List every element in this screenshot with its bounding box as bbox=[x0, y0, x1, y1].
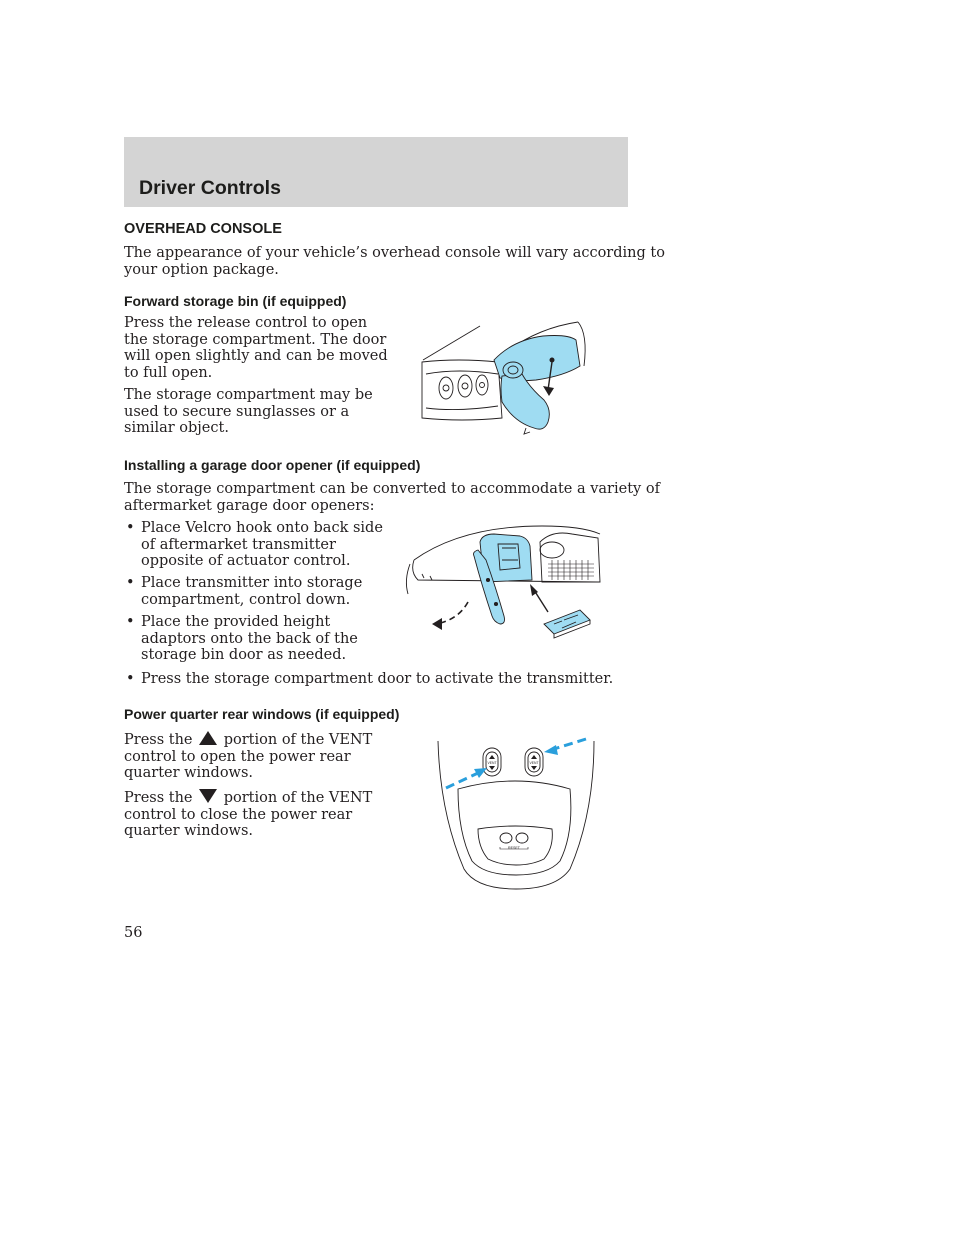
text-line: The storage compartment may be bbox=[124, 387, 373, 403]
text-line: Place the provided height bbox=[141, 614, 331, 630]
text-line: Place transmitter into storage bbox=[141, 575, 363, 591]
text-line: adaptors onto the back of the bbox=[141, 630, 358, 647]
bullet-item bbox=[124, 614, 358, 664]
subheading-forward-storage-bin: Forward storage bin (if equipped) bbox=[124, 293, 347, 309]
text-line: control to open the power rear bbox=[124, 748, 351, 765]
text-line: control to close the power rear bbox=[124, 806, 353, 823]
vent-control-illustration bbox=[436, 733, 598, 891]
text-line: similar object. bbox=[124, 420, 229, 437]
section-heading-overhead-console: OVERHEAD CONSOLE bbox=[124, 221, 282, 237]
reset-label: RESET bbox=[508, 846, 520, 850]
text-fragment: Press the bbox=[124, 790, 193, 806]
overhead-console-intro bbox=[124, 245, 665, 278]
text-line: Press the release control to open bbox=[124, 315, 368, 331]
text-line: Press the storage compartment door to activate the transmitter. bbox=[141, 671, 614, 687]
text-line: the storage compartment. The door bbox=[124, 331, 387, 348]
text-line: to full open. bbox=[124, 364, 213, 381]
bullet-dot: • bbox=[126, 520, 135, 536]
text-line: will open slightly and can be moved bbox=[124, 348, 388, 365]
storage-bin-paragraph-2 bbox=[124, 387, 373, 437]
text-line: of aftermarket transmitter bbox=[141, 536, 336, 553]
intro-line: The appearance of your vehicle’s overhead console will vary according to bbox=[124, 245, 665, 261]
garage-opener-illustration bbox=[402, 520, 602, 642]
intro-line: The storage compartment can be converted to accommodate a variety of bbox=[124, 481, 660, 497]
storage-bin-paragraph-1 bbox=[124, 315, 388, 381]
bullet-item bbox=[124, 671, 613, 688]
chapter-title: Driver Controls bbox=[139, 177, 281, 199]
storage-bin-illustration bbox=[418, 318, 590, 438]
bullet-dot: • bbox=[126, 575, 135, 591]
subheading-garage-door-opener: Installing a garage door opener (if equipped) bbox=[124, 457, 421, 473]
vent-right-label: VENT bbox=[529, 761, 539, 765]
bullet-item bbox=[124, 520, 383, 570]
text-line: Place Velcro hook onto back side bbox=[141, 520, 383, 536]
subheading-power-quarter-windows: Power quarter rear windows (if equipped) bbox=[124, 706, 400, 722]
bullet-dot: • bbox=[126, 671, 135, 687]
garage-opener-intro bbox=[124, 481, 660, 514]
intro-line: aftermarket garage door openers: bbox=[124, 497, 375, 514]
text-fragment: portion of the VENT bbox=[223, 790, 373, 806]
page-number: 56 bbox=[124, 925, 143, 941]
text-line: quarter windows. bbox=[124, 823, 254, 840]
up-arrow-icon bbox=[199, 731, 217, 745]
text-line: quarter windows. bbox=[124, 765, 254, 782]
vent-close-paragraph bbox=[124, 789, 372, 840]
vent-open-paragraph bbox=[124, 731, 372, 782]
text-fragment: portion of the VENT bbox=[223, 732, 373, 748]
text-line: used to secure sunglasses or a bbox=[124, 403, 350, 420]
down-arrow-icon bbox=[199, 789, 217, 803]
bullet-item bbox=[124, 575, 362, 608]
bullet-dot: • bbox=[126, 614, 135, 630]
text-line: storage bin door as needed. bbox=[141, 647, 347, 664]
text-line: compartment, control down. bbox=[141, 591, 351, 608]
intro-line: your option package. bbox=[124, 261, 279, 278]
text-fragment: Press the bbox=[124, 732, 193, 748]
vent-left-label: VENT bbox=[487, 761, 497, 765]
text-line: opposite of actuator control. bbox=[141, 553, 351, 570]
